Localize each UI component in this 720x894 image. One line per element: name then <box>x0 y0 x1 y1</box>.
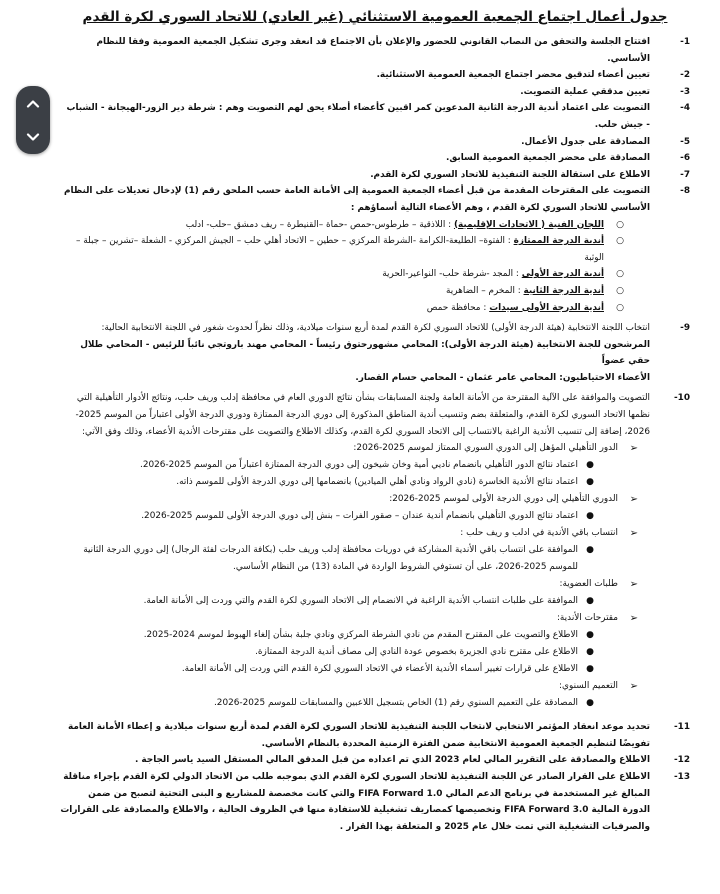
dot-bullet-icon: ● <box>586 647 594 658</box>
agenda-list <box>60 34 690 217</box>
section-title: انتساب باقي الأندية في ادلب و ريف حلب : <box>460 528 618 539</box>
item-number: 8- <box>680 186 690 197</box>
item-number: 4- <box>680 103 690 114</box>
bullet-text: اعتماد نتائج الدوري التأهيلي بانضمام أندية عندان – صقور الفرات – بنش إلى دوري الدرجة الأولى للموسم 2025-2026. <box>141 511 578 522</box>
agenda-item <box>60 134 690 151</box>
dot-bullet-icon: ● <box>586 664 594 675</box>
section-heading <box>60 610 690 627</box>
arrow-bullet-icon: ➢ <box>629 494 638 506</box>
member-group-title: أندية الدرجة الأولى سيدات <box>489 302 604 313</box>
item-text: انتخاب اللجنة الانتخابية (هيئة الدرجة الأولى) للاتحاد السوري لكرة القدم لمدة أربع سنوات ميلادية، وذلك نظراً لحدوث شغور في اللجنة الانتخابية الحالية: <box>101 323 650 334</box>
member-group-text: : المخرم – الضاهرية <box>446 285 524 296</box>
section-heading <box>60 576 690 593</box>
item-text: تعيين مدققي عملية التصويت. <box>520 86 650 97</box>
agenda-item <box>60 34 690 67</box>
section-bullet <box>60 508 690 525</box>
chevron-up-icon <box>26 99 40 108</box>
section-title: طلبات العضوية: <box>559 579 618 590</box>
bullet-text: الموافقة على طلبات انتساب الأندية الراغبة في الانضمام إلى الاتحاد السوري لكرة القدم والتي وردت إلى الأمانة العامة. <box>143 596 578 607</box>
section-heading <box>60 491 690 508</box>
bullet-text: الاطلاع والتصويت على المقترح المقدم من نادي الشرطة المركزي ونادي جلبة بشأن إلغاء الهبوط لموسم 2024-2025. <box>143 630 578 641</box>
member-group-title: أندية الدرجة الثانية <box>523 285 604 296</box>
item-text: افتتاح الجلسة والتحقق من النصاب القانوني للحضور والإعلان بأن الاجتماع قد انعقد وجرى تشكيل الجمعية العمومية وفقا للنظام الأساسي. <box>96 37 650 64</box>
item-text: المصادقة على محضر الجمعية العمومية السابق. <box>446 153 650 164</box>
section-heading <box>60 525 690 542</box>
section-bullet <box>60 457 690 474</box>
circle-bullet-icon: ○ <box>616 285 624 296</box>
item-text: التصويت على اعتماد أندية الدرجة الثانية المدعوين كمر اقبين كأعضاء أصلاء يحق لهم التصويت وهم : شرطة دير الزور-الهيجانة - الشباب - جيش حلب. <box>66 103 650 130</box>
item-number: 10- <box>673 393 690 404</box>
item-text: الاطلاع على استقالة اللجنة التنفيذية للاتحاد السوري لكرة القدم. <box>370 169 650 180</box>
section-bullet <box>60 695 690 712</box>
section-title: الدور التأهيلي المؤهل إلى الدوري السوري الممتاز لموسم 2025-2026: <box>353 443 618 454</box>
section-bullet <box>60 542 690 576</box>
dot-bullet-icon: ● <box>586 545 594 556</box>
circle-bullet-icon: ○ <box>616 219 624 230</box>
bullet-text: اعتماد نتائج الدور التأهيلي بانضمام ناديي أمية وخان شيخون إلى دوري الدرجة الممتازة اعتباراً من الموسم 2025-2026. <box>140 460 578 471</box>
section-bullet <box>60 474 690 491</box>
section-bullet <box>60 644 690 661</box>
page-title: جدول أعمال اجتماع الجمعية العمومية الاستثنائي (غير العادي) للاتحاد السوري لكرة القدم <box>82 9 668 25</box>
item-text: التصويت والموافقة على الآلية المقترحة من الأمانة العامة ولجنة المسابقات بشأن نتائج الدوري العام في محافظة إدلب وريف حلب، ونتائج الأدوار التأهيلية التي نظمها الاتحاد السوري لكرة القدم، والمتعلقة بضم وتنسيب أندية المناطق المذكورة إلى دوري الدرجة الممتازة ودوري الدرجة الأولى اعتباراً من الموسم 2025-2026، إضافة إلى تنسيب الأندية الراغبة بالانتساب إلى الاتحاد السوري لكرة القدم، وكذلك الاطلاع والتصويت على مقترحات الأندية الأعضاء، وذلك وفق الآتي: <box>75 393 650 437</box>
member-group <box>60 266 690 283</box>
agenda-item <box>60 752 690 769</box>
dot-bullet-icon: ● <box>586 596 594 607</box>
item-text: تعيين أعضاء لتدقيق محضر اجتماع الجمعية العمومية الاستثنائية. <box>376 70 650 81</box>
chevron-down-icon <box>26 133 40 142</box>
member-group <box>60 217 690 234</box>
bullet-text: اعتماد نتائج الأندية الخاسرة (نادي الرواد ونادي أهلي الميادين) بانضمامها إلى دوري الدرجة الأولى للموسم ذاته. <box>176 477 578 488</box>
agenda-item <box>60 150 690 167</box>
dot-bullet-icon: ● <box>586 630 594 641</box>
item-number: 1- <box>680 37 690 47</box>
section-title: مقترحات الأندية: <box>556 613 618 624</box>
item-number: 12- <box>673 755 690 766</box>
arrow-bullet-icon: ➢ <box>629 579 638 591</box>
page-navigator <box>16 86 50 154</box>
member-group-text: : المجد -شرطة حلب- النواعير-الحرية <box>382 269 522 280</box>
item-text: تحديد موعد انعقاد المؤتمر الانتخابي لانتخاب اللجنة التنفيذية للاتحاد السوري لكرة القدم لمدة أربع سنوات ميلادية و إعطاء الأمانة العامة تفويضًا لتنظيم الجمعية العمومية الانتخابية ضمن الفترة الزمنية المحددة بالنظام الأساسي. <box>67 722 650 749</box>
dot-bullet-icon: ● <box>586 698 594 709</box>
member-group-text: : اللاذقية – طرطوس-حمص -حماة –القنيطرة – ريف دمشق –حلب- ادلب <box>185 219 454 230</box>
dot-bullet-icon: ● <box>586 460 594 471</box>
member-group-text: : محافظة حمص <box>426 302 490 313</box>
scroll-up-button[interactable] <box>16 86 50 120</box>
bullet-text: الموافقة على انتساب باقي الأندية المشاركة في دوريات محافظة إدلب وريف حلب (بكافة الدرجات لفئة الرجال) إلى دوري الدرجة الثانية للموسم 2025-2026، على أن تستوفي الشروط الواردة في المادة (13) من النظام الأساسي. <box>83 545 578 573</box>
bullet-text: الاطلاع على قرارات تغيير أسماء الأندية الأعضاء في الاتحاد السوري لكرة القدم التي وردت إلى الأمانة العامة. <box>181 664 578 675</box>
item-number: 5- <box>680 136 690 147</box>
member-list <box>60 217 690 317</box>
bullet-text: الاطلاع على مقترح نادي الجزيرة بخصوص عودة النادي إلى مصاف أندية الدرجة الممتازة. <box>255 647 578 658</box>
section-bullet <box>60 593 690 610</box>
agenda-item <box>60 167 690 184</box>
bullet-text: المصادقة على التعميم السنوي رقم (1) الخاص بتسجيل اللاعبين والمسابقات للموسم 2025-2026. <box>213 698 578 709</box>
dot-bullet-icon: ● <box>586 477 594 488</box>
arrow-bullet-icon: ➢ <box>629 528 638 540</box>
circle-bullet-icon: ○ <box>616 269 624 280</box>
section-title: الدوري التأهيلي إلى دوري الدرجة الأولى لموسم 2025-2026: <box>389 494 618 505</box>
arrow-bullet-icon: ➢ <box>629 681 638 693</box>
agenda-item <box>60 183 690 216</box>
agenda-item <box>60 84 690 101</box>
item-text: المصادقة على جدول الأعمال. <box>521 136 650 147</box>
agenda-item-10 <box>60 390 690 440</box>
arrow-bullet-icon: ➢ <box>629 443 638 455</box>
scroll-down-button[interactable] <box>16 120 50 154</box>
member-group <box>60 283 690 300</box>
agenda-list-end <box>60 719 690 835</box>
member-group <box>60 233 690 266</box>
item-number: 9- <box>680 323 690 334</box>
agenda-item <box>60 100 690 133</box>
member-group <box>60 300 690 317</box>
reserve-members-line: الأعضاء الاحتياطيون: المحامي عامر عثمان - المحامي حسام القصار. <box>355 372 650 383</box>
member-group-text: : الفتوة– الطليعة-الكرامة -الشرطة المركزي – حطين – الاتحاد أهلي حلب – الجيش المركزي - الشعلة –تشرين – جبلة – الوثبة <box>76 236 604 263</box>
item-text: التصويت على المقترحات المقدمة من قبل أعضاء الجمعية العمومية إلى الأمانة العامة حسب الملحق رقم (1) لإدخال تعديلات على النظام الأساسي للاتحاد السوري لكرة القدم ، وهم الأعضاء التالية أسماؤهم : <box>63 186 650 213</box>
section-heading <box>60 440 690 457</box>
item-text: الاطلاع والمصادقة على التقرير المالي لعام 2023 الذي تم اعداده من قبل المدقق المالي المستقل السيد ياسر الجاجة . <box>134 755 650 766</box>
member-group-title: أندية الدرجة الممتازة <box>513 236 604 247</box>
candidates-line: المرشحون للجنة الانتخابية (هيئة الدرجة الأولى): المحامي مشهورحتوق رئيساً - المحامي مهند باروتجي نائباً للرئيس - المحامي طلال حقي عضواً <box>80 339 650 367</box>
item-number: 2- <box>680 70 690 81</box>
circle-bullet-icon: ○ <box>616 302 624 313</box>
member-group-title: أندية الدرجة الأولى <box>521 269 604 280</box>
circle-bullet-icon: ○ <box>616 236 624 247</box>
item-number: 13- <box>673 772 690 783</box>
item-number: 6- <box>680 153 690 164</box>
agenda-item-9 <box>60 320 690 337</box>
item-number: 7- <box>680 169 690 180</box>
section-bullet <box>60 627 690 644</box>
dot-bullet-icon: ● <box>586 511 594 522</box>
section-bullet <box>60 661 690 678</box>
item-number: 11- <box>673 722 690 733</box>
item-text: الاطلاع على القرار الصادر عن اللجنة التنفيذية للاتحاد السوري لكرة القدم الذي بموجبه طلب من الاتحاد الدولي لكرة القدم بإجراء مناقلة المبالغ غير المستخدمة في برنامج الدعم المالي FIFA Forward 1.0 والتي كانت مخصصة للمشاريع و البنى التحتية لتصبح من ضمن الدورة المالية FIFA Forward 3.0 وتخصيصها كمصاريف تشغيلية للاستفادة منها في الظروف الحالية ، والاطلاع والمصادقة على القرارات والصرفيات التشغيلية التي تمت خلال عام 2025 و المتعلقة بهذا القرار . <box>60 772 650 832</box>
sections-list <box>60 440 690 712</box>
agenda-item <box>60 769 690 835</box>
agenda-item <box>60 67 690 84</box>
member-group-title: اللجان الفنية ( الاتحادات الإقليمية) <box>453 219 604 230</box>
item-number: 3- <box>680 86 690 97</box>
section-title: التعميم السنوي: <box>559 681 618 692</box>
section-heading <box>60 678 690 695</box>
agenda-item <box>60 719 690 752</box>
arrow-bullet-icon: ➢ <box>629 613 638 625</box>
